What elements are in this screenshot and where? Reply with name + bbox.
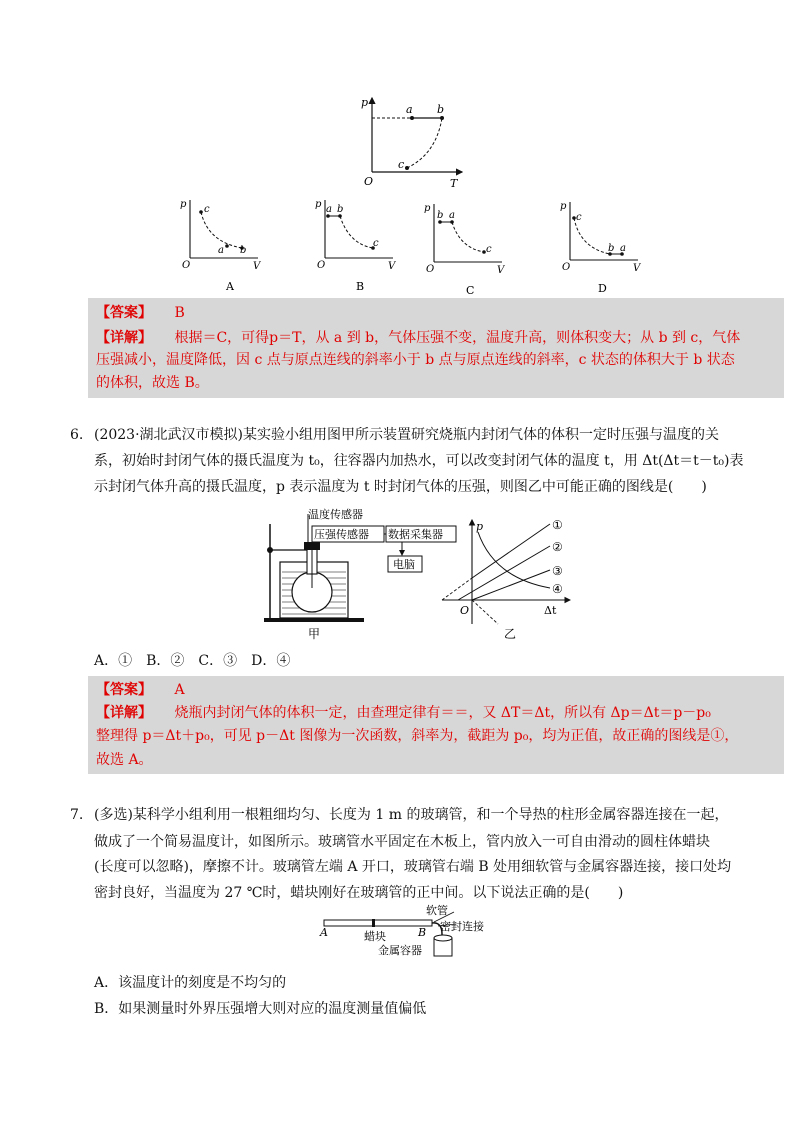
computer-label: 电脑 <box>393 558 415 571</box>
svg-text:p: p <box>424 203 431 214</box>
detail-line: 压强减小，温度降低，因 c 点与原点连线的斜率小于 b 点与原点连线的斜率，c 状态的体积大于 b 状态 <box>96 352 735 368</box>
detail-line: 烧瓶内封闭气体的体积一定，由查理定律有＝＝，又 ΔT＝Δt，所以有 Δp＝Δt＝p－p₀ <box>174 705 711 721</box>
option-graph-c <box>422 200 512 300</box>
svg-text:O: O <box>426 264 435 275</box>
option-b-label: B <box>356 280 365 293</box>
svg-text:a: a <box>449 210 455 221</box>
svg-text:V: V <box>633 263 641 274</box>
svg-text:p: p <box>560 201 567 212</box>
option-a-label: A <box>226 280 234 293</box>
end-a-label: A <box>320 926 328 939</box>
svg-text:p: p <box>180 199 187 210</box>
answer-tag: 【答案】 <box>96 305 152 321</box>
svg-text:a: a <box>218 245 224 256</box>
svg-text:V: V <box>497 265 505 276</box>
svg-text:b: b <box>337 204 344 215</box>
figure-caption: 甲 <box>308 627 321 641</box>
point-a-label: a <box>406 103 413 116</box>
svg-text:a: a <box>326 204 332 215</box>
answer-value: B <box>174 305 185 321</box>
wax-label: 蜡块 <box>364 930 386 943</box>
p-dt-graph <box>438 512 588 644</box>
q6-answer-box <box>88 676 784 774</box>
question-text: (长度可以忽略)，摩擦不计。玻璃管左端 A 开口，玻璃管右端 B 处用细软管与金属容器连接，接口处均 <box>94 859 732 875</box>
svg-text:b: b <box>437 210 444 221</box>
option-graph-a <box>178 196 268 296</box>
p-label: p <box>361 96 369 109</box>
svg-text:Δt: Δt <box>544 604 557 617</box>
thermometer-figure <box>318 904 508 964</box>
question-text: (多选)某科学小组利用一根粗细均匀、长度为 1 m 的玻璃管，和一个导热的柱形金属容器连接在一起， <box>94 807 729 823</box>
detail-line: 的体积，故选 B。 <box>96 375 209 391</box>
answer-value: A <box>174 682 185 698</box>
line-3-label: ③ <box>552 564 563 578</box>
question-text: 示封闭气体升高的摄氏温度，p 表示温度为 t 时封闭气体的压强，则图乙中可能正确的图线是( ) <box>94 479 707 495</box>
question-text: 做成了一个简易温度计，如图所示。玻璃管水平固定在木板上，管内放入一可自由滑动的圆柱体蜡块 <box>94 834 710 850</box>
t-label: T <box>450 177 458 190</box>
option-d-label: D <box>598 282 607 295</box>
line-1-label: ① <box>552 518 563 532</box>
seal-label: 密封连接 <box>440 920 484 933</box>
question-text: (2023·湖北武汉市模拟)某实验小组用图甲所示装置研究烧瓶内封闭气体的体积一定时压强与温度的关 <box>94 427 720 443</box>
collector-label: 数据采集器 <box>388 528 443 541</box>
point-c-label: c <box>398 158 405 171</box>
end-b-label: B <box>418 926 427 939</box>
option-a: A．该温度计的刻度是不均匀的 <box>94 975 287 991</box>
origin-label: O <box>364 175 374 188</box>
svg-text:O: O <box>460 604 470 617</box>
detail-line: 故选 A。 <box>96 752 153 768</box>
answer-tag: 【答案】 <box>96 682 152 698</box>
svg-text:O: O <box>317 260 326 271</box>
svg-text:p: p <box>476 520 484 533</box>
svg-text:O: O <box>562 262 571 273</box>
svg-text:c: c <box>576 212 582 223</box>
detail-line: 根据＝C，可得p＝T，从 a 到 b，气体压强不变，温度升高，则体积变大；从 b 到 c，气体 <box>174 330 741 346</box>
svg-text:V: V <box>388 261 396 272</box>
option-graph-d <box>558 198 648 298</box>
detail-line: 整理得 p＝Δt＋p₀，可见 p－Δt 图像为一次函数，斜率为，截距为 p₀，均为正值，故正确的图线是①， <box>96 728 739 744</box>
option-c-label: C <box>466 284 475 297</box>
figure-caption: 乙 <box>504 627 517 641</box>
option-graph-b <box>313 196 403 296</box>
hose-label: 软管 <box>426 904 448 917</box>
svg-text:V: V <box>253 261 261 272</box>
line-4-label: ④ <box>552 582 563 596</box>
line-2-label: ② <box>552 540 563 554</box>
option-b: B．如果测量时外界压强增大则对应的温度测量值偏低 <box>94 1001 427 1017</box>
svg-text:p: p <box>315 199 322 210</box>
question-options: A．① B．② C．③ D．④ <box>94 653 291 669</box>
temp-sensor-label: 温度传感器 <box>308 508 363 521</box>
svg-text:a: a <box>620 243 626 254</box>
question-text: 系，初始时封闭气体的摄氏温度为 t₀，往容器内加热水，可以改变封闭气体的温度 t，用 Δt(Δt＝t－t₀)表 <box>94 453 744 469</box>
p-t-graph <box>350 92 470 192</box>
question-number: 6. <box>70 427 84 443</box>
question-text: 密封良好，当温度为 27 ℃时，蜡块刚好在玻璃管的正中间。以下说法正确的是( ) <box>94 885 624 901</box>
svg-text:b: b <box>240 245 247 256</box>
detail-tag: 【详解】 <box>96 705 152 721</box>
point-b-label: b <box>437 103 445 116</box>
pressure-sensor-label: 压强传感器 <box>314 528 369 541</box>
container-label: 金属容器 <box>378 944 422 957</box>
question-number: 7. <box>70 807 84 823</box>
svg-text:b: b <box>608 243 615 254</box>
detail-tag: 【详解】 <box>96 330 152 346</box>
q5-answer-box <box>88 298 784 398</box>
svg-text:c: c <box>373 238 379 249</box>
svg-text:c: c <box>204 204 210 215</box>
svg-text:O: O <box>182 260 191 271</box>
svg-text:c: c <box>486 244 492 255</box>
